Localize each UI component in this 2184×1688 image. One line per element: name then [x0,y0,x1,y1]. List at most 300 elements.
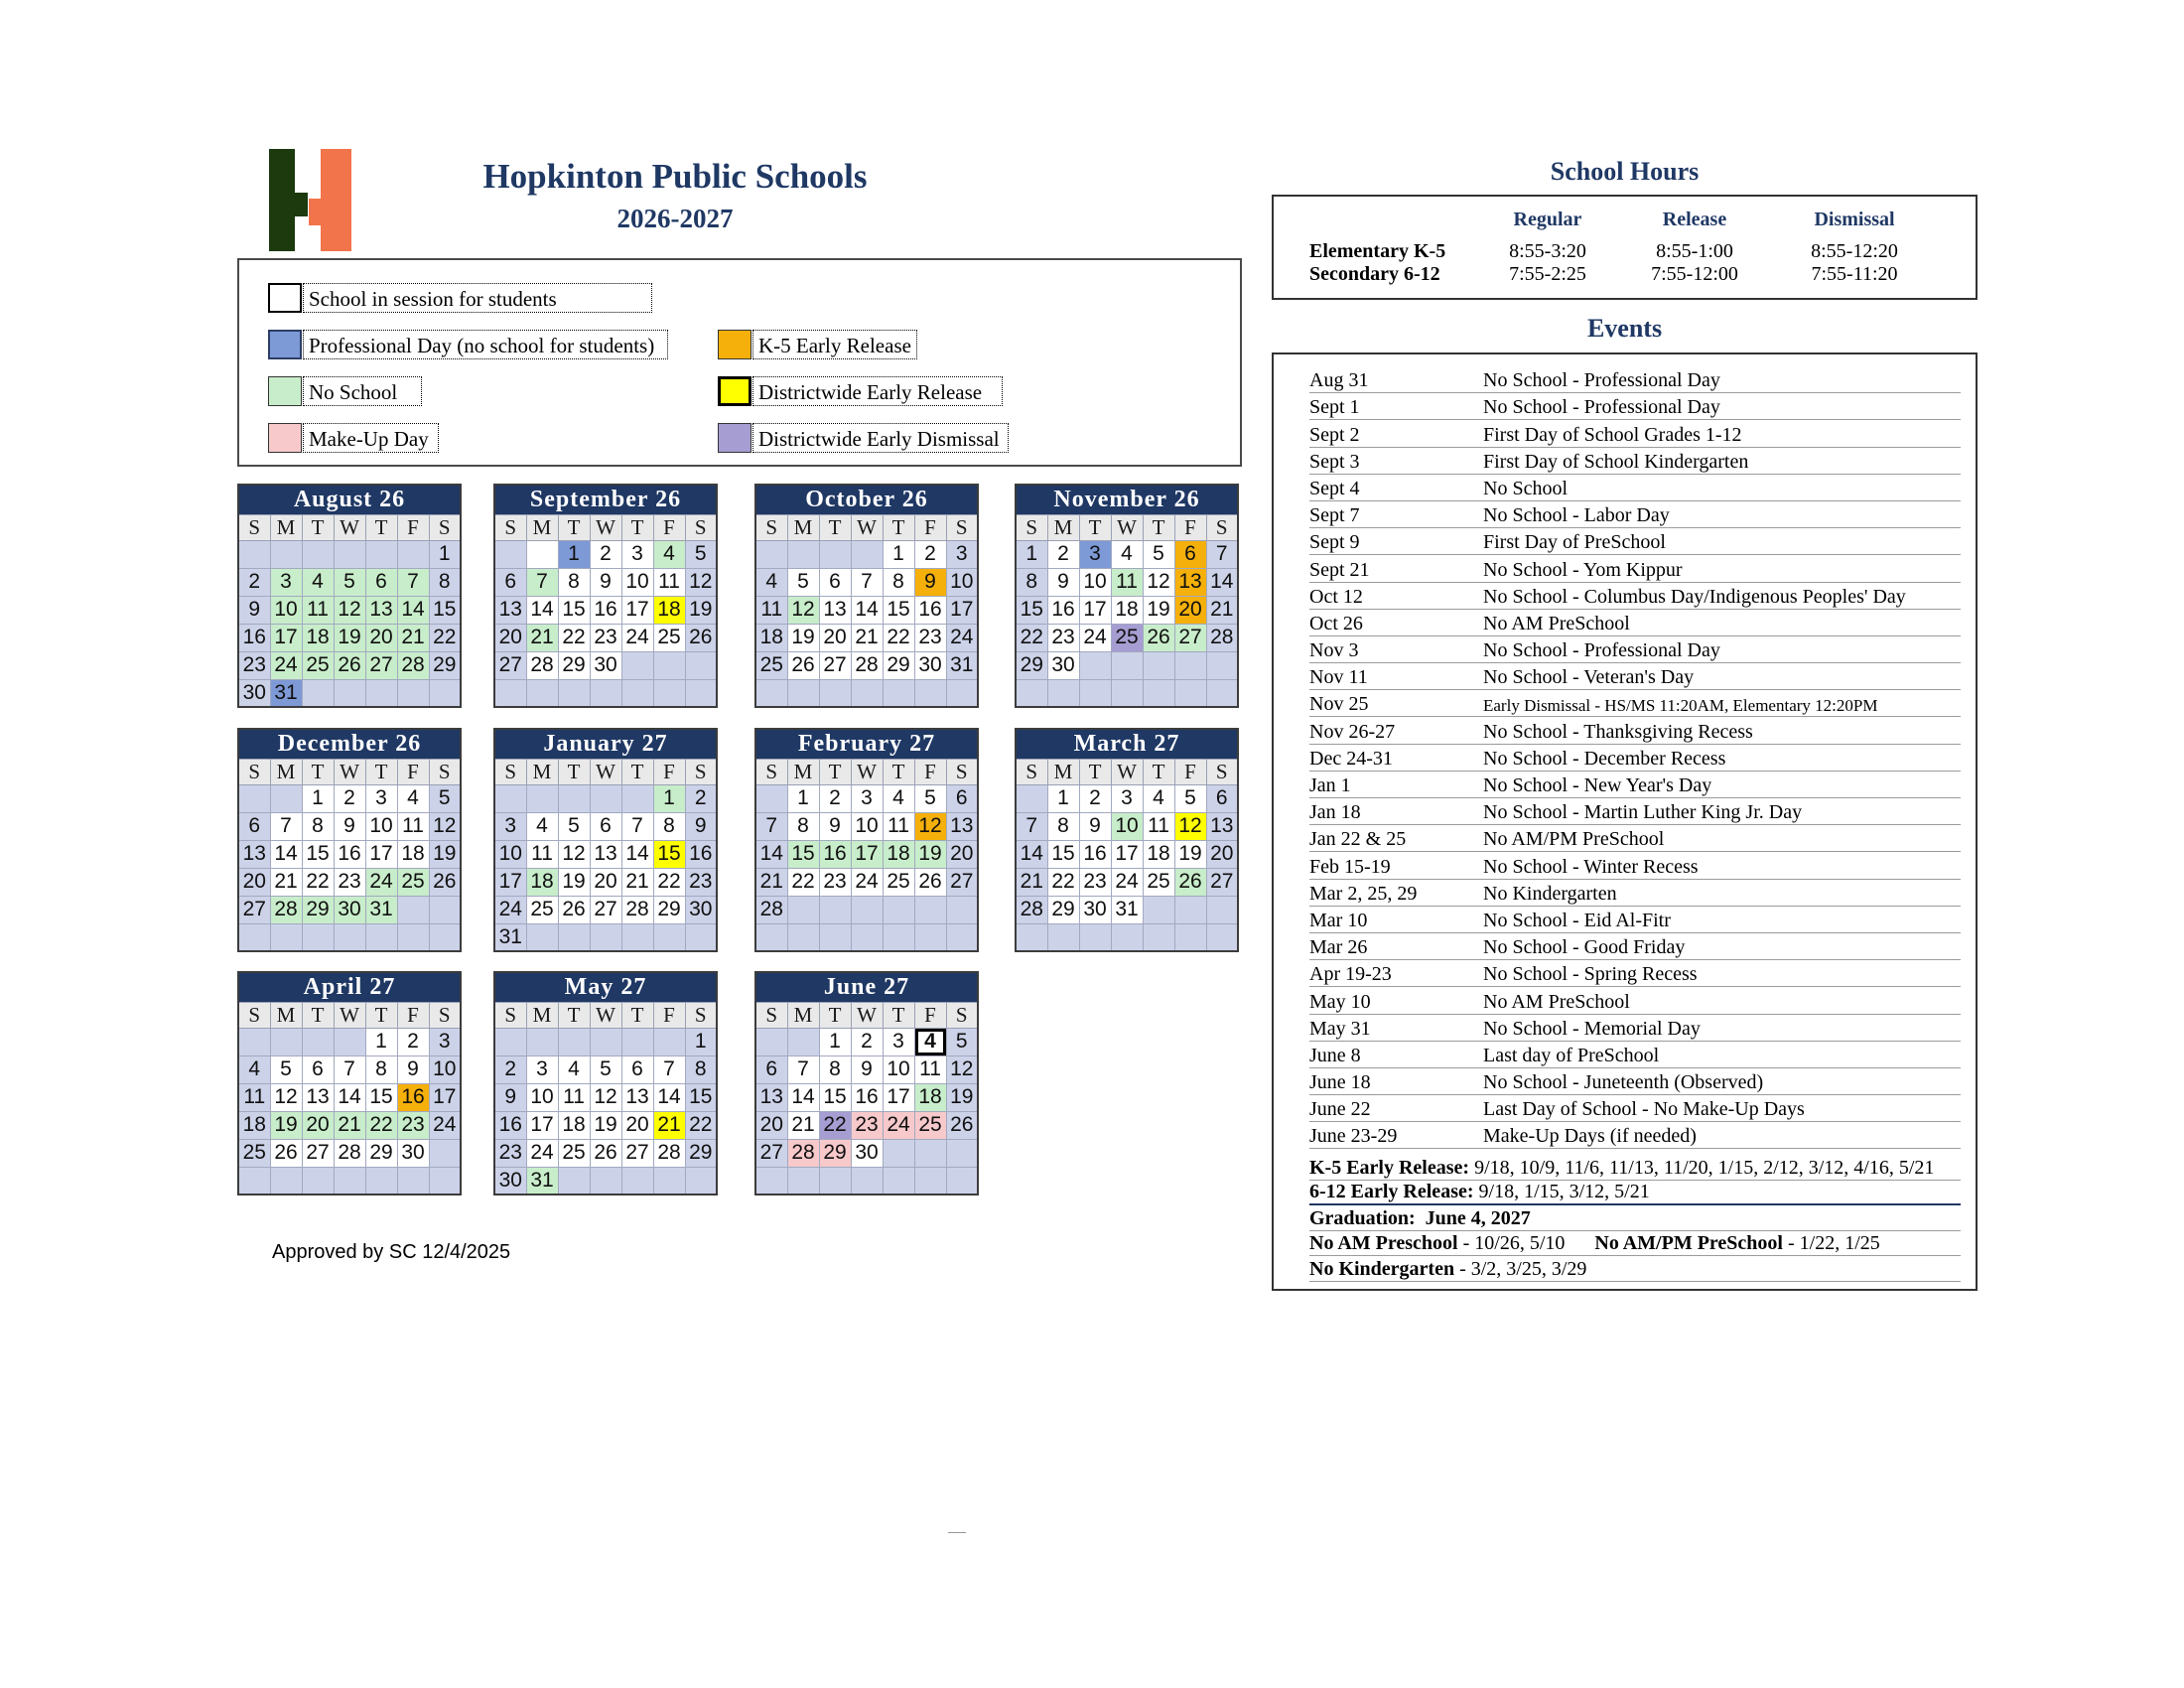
day-cell-16: 16 [1079,840,1111,868]
day-of-week-header: S [429,514,461,540]
day-cell-blank [1016,784,1047,812]
day-cell-2: 2 [819,784,851,812]
day-of-week-header: S [946,759,978,784]
day-cell-11: 11 [302,596,334,624]
day-of-week-header: T [1079,514,1111,540]
event-date: Sept 3 [1309,450,1360,473]
day-cell-blank [787,540,819,568]
day-cell-23: 23 [1047,624,1079,651]
day-cell-31: 31 [526,1167,558,1195]
day-cell-26: 26 [914,868,946,896]
day-cell-31: 31 [946,651,978,679]
day-cell-8: 8 [653,812,685,840]
day-cell-28: 28 [1016,896,1047,923]
day-cell-25: 25 [238,1139,270,1167]
day-cell-3: 3 [946,540,978,568]
day-cell-blank [1143,923,1174,951]
day-cell-blank [429,896,461,923]
day-cell-29: 29 [1047,896,1079,923]
day-cell-blank [914,679,946,707]
event-row [1309,583,1961,610]
event-description: Last Day of School - No Make-Up Days [1483,1098,1805,1121]
logo-orange-bar [321,149,351,251]
day-cell-blank [270,1167,302,1195]
day-of-week-header: F [914,1002,946,1028]
day-cell-5: 5 [270,1055,302,1083]
day-cell-blank [238,540,270,568]
day-cell-13: 13 [1174,568,1206,596]
day-cell-11: 11 [526,840,558,868]
day-cell-10: 10 [526,1083,558,1111]
day-cell-8: 8 [558,568,590,596]
day-cell-blank [1016,679,1047,707]
event-row [1309,987,1961,1014]
event-description: No School - Labor Day [1483,504,1670,527]
day-of-week-header: M [526,1002,558,1028]
day-cell-4: 4 [1143,784,1174,812]
day-cell-blank [1174,923,1206,951]
school-hours-title: School Hours [1550,157,1700,186]
day-of-week-header: F [914,514,946,540]
day-cell-26: 26 [1174,868,1206,896]
day-cell-blank [755,784,787,812]
day-cell-blank [334,679,365,707]
day-cell-4: 4 [653,540,685,568]
month-calendar-january-27 [493,728,718,952]
day-cell-17: 17 [946,596,978,624]
day-cell-10: 10 [270,596,302,624]
footer-note-label: 6-12 Early Release: [1309,1181,1474,1202]
day-of-week-header: S [1016,759,1047,784]
event-date: June 8 [1309,1044,1361,1066]
day-cell-16: 16 [685,840,717,868]
day-cell-5: 5 [914,784,946,812]
day-cell-22: 22 [653,868,685,896]
day-cell-blank [653,679,685,707]
day-cell-26: 26 [590,1139,621,1167]
day-cell-6: 6 [494,568,526,596]
day-of-week-header: T [365,1002,397,1028]
day-cell-28: 28 [851,651,883,679]
event-date: June 23-29 [1309,1125,1398,1148]
day-cell-blank [397,679,429,707]
day-cell-blank [1079,651,1111,679]
day-cell-24: 24 [851,868,883,896]
day-of-week-header: F [1174,514,1206,540]
event-date: Nov 25 [1309,693,1369,716]
day-of-week-header: W [590,1002,621,1028]
day-cell-16: 16 [851,1083,883,1111]
hours-value: 7:55-2:25 [1509,263,1586,285]
day-cell-20: 20 [238,868,270,896]
day-cell-16: 16 [334,840,365,868]
day-cell-blank [851,679,883,707]
day-cell-18: 18 [755,624,787,651]
day-cell-4: 4 [883,784,914,812]
day-cell-7: 7 [1016,812,1047,840]
day-of-week-header: T [365,514,397,540]
day-cell-29: 29 [653,896,685,923]
day-of-week-header: S [755,514,787,540]
day-cell-14: 14 [621,840,653,868]
day-cell-blank [653,923,685,951]
month-calendar-november-26 [1015,484,1239,708]
day-cell-27: 27 [238,896,270,923]
day-cell-18: 18 [558,1111,590,1139]
day-cell-12: 12 [1143,568,1174,596]
school-year-subtitle: 2026-2027 [616,204,734,233]
day-cell-2: 2 [397,1028,429,1055]
day-cell-22: 22 [685,1111,717,1139]
day-cell-22: 22 [883,624,914,651]
event-date: June 22 [1309,1098,1371,1121]
event-date: Nov 3 [1309,639,1359,662]
day-cell-31: 31 [494,923,526,951]
day-cell-blank [946,896,978,923]
day-cell-5: 5 [1143,540,1174,568]
day-cell-7: 7 [755,812,787,840]
day-cell-16: 16 [590,596,621,624]
event-row [1309,475,1961,501]
day-cell-blank [270,1028,302,1055]
day-cell-blank [270,784,302,812]
event-date: May 10 [1309,990,1371,1013]
day-cell-22: 22 [819,1111,851,1139]
month-title: September 26 [494,485,717,514]
day-cell-blank [302,1167,334,1195]
day-cell-26: 26 [787,651,819,679]
day-of-week-header: T [883,759,914,784]
day-cell-8: 8 [1047,812,1079,840]
day-cell-11: 11 [1111,568,1143,596]
day-cell-9: 9 [914,568,946,596]
day-cell-28: 28 [334,1139,365,1167]
day-cell-3: 3 [365,784,397,812]
event-description: Last day of PreSchool [1483,1044,1660,1066]
month-calendar-april-27 [237,971,462,1196]
day-cell-11: 11 [755,596,787,624]
footer-note-dates: 9/18, 1/15, 3/12, 5/21 [1473,1181,1650,1202]
day-cell-17: 17 [851,840,883,868]
day-cell-blank [334,923,365,951]
day-cell-blank [819,540,851,568]
day-cell-1: 1 [429,540,461,568]
day-cell-6: 6 [590,812,621,840]
event-date: Apr 19-23 [1309,963,1392,986]
event-description: First Day of PreSchool [1483,531,1666,554]
event-description: No School - Spring Recess [1483,963,1698,986]
day-cell-blank [883,896,914,923]
event-date: Dec 24-31 [1309,747,1393,770]
day-cell-5: 5 [590,1055,621,1083]
day-cell-16: 16 [494,1111,526,1139]
day-cell-14: 14 [851,596,883,624]
event-row [1309,610,1961,636]
day-cell-blank [851,1167,883,1195]
event-row [1309,907,1961,933]
event-description: Make-Up Days (if needed) [1483,1125,1697,1148]
day-cell-19: 19 [914,840,946,868]
day-cell-14: 14 [1206,568,1238,596]
day-cell-blank [397,923,429,951]
day-cell-blank [946,1167,978,1195]
day-cell-blank [1206,651,1238,679]
legend-label: Districtwide Early Dismissal [752,423,1009,453]
day-cell-14: 14 [1016,840,1047,868]
day-cell-25: 25 [883,868,914,896]
day-cell-21: 21 [787,1111,819,1139]
school-logo-h-icon [269,149,362,251]
day-cell-19: 19 [685,596,717,624]
day-cell-13: 13 [755,1083,787,1111]
day-cell-28: 28 [787,1139,819,1167]
day-cell-20: 20 [365,624,397,651]
event-date: Sept 4 [1309,477,1360,499]
day-cell-25: 25 [526,896,558,923]
day-cell-5: 5 [1174,784,1206,812]
day-cell-29: 29 [1016,651,1047,679]
day-of-week-header: W [1111,759,1143,784]
day-of-week-header: S [1206,514,1238,540]
day-cell-blank [558,1167,590,1195]
day-cell-10: 10 [946,568,978,596]
day-cell-blank [1143,896,1174,923]
day-cell-blank [270,923,302,951]
day-cell-21: 21 [1016,868,1047,896]
day-cell-26: 26 [558,896,590,923]
legend-label: School in session for students [303,283,652,313]
day-of-week-header: T [819,759,851,784]
day-cell-blank [1079,679,1111,707]
day-cell-6: 6 [621,1055,653,1083]
day-cell-1: 1 [365,1028,397,1055]
day-cell-23: 23 [1079,868,1111,896]
month-title: October 26 [755,485,978,514]
day-cell-blank [494,1028,526,1055]
hours-column-header: Regular [1513,209,1582,230]
day-cell-blank [429,923,461,951]
footer-note-dates: 9/18, 10/9, 11/6, 11/13, 11/20, 1/15, 2/12, 3/12, 4/16, 5/21 [1469,1156,1935,1179]
day-cell-3: 3 [851,784,883,812]
day-cell-blank [1079,923,1111,951]
day-cell-1: 1 [1016,540,1047,568]
day-cell-27: 27 [819,651,851,679]
day-of-week-header: S [685,759,717,784]
day-of-week-header: S [238,759,270,784]
day-of-week-header: T [558,1002,590,1028]
day-cell-17: 17 [883,1083,914,1111]
day-cell-23: 23 [590,624,621,651]
day-cell-17: 17 [1111,840,1143,868]
day-cell-30: 30 [914,651,946,679]
day-cell-31: 31 [1111,896,1143,923]
day-cell-24: 24 [429,1111,461,1139]
day-cell-25: 25 [302,651,334,679]
day-cell-31: 31 [365,896,397,923]
day-cell-blank [302,923,334,951]
day-cell-22: 22 [302,868,334,896]
hours-value: 7:55-11:20 [1811,263,1898,285]
day-cell-blank [365,923,397,951]
event-date: Mar 10 [1309,909,1368,931]
day-cell-23: 23 [494,1139,526,1167]
day-cell-7: 7 [621,812,653,840]
day-of-week-header: W [1111,514,1143,540]
day-cell-blank [914,923,946,951]
day-cell-4: 4 [755,568,787,596]
day-cell-18: 18 [653,596,685,624]
day-cell-7: 7 [270,812,302,840]
day-cell-13: 13 [238,840,270,868]
day-cell-blank [238,1028,270,1055]
event-row [1309,663,1961,690]
day-of-week-header: S [1206,759,1238,784]
legend-label: Professional Day (no school for students) [303,330,668,359]
month-title: January 27 [494,729,717,759]
event-description: No School - Memorial Day [1483,1017,1701,1040]
day-cell-blank [755,923,787,951]
day-cell-blank [787,923,819,951]
event-date: Sept 21 [1309,558,1370,581]
hours-row-label: Secondary 6-12 [1309,263,1440,285]
day-cell-blank [526,1028,558,1055]
day-cell-13: 13 [365,596,397,624]
day-cell-blank [590,679,621,707]
day-cell-6: 6 [238,812,270,840]
day-cell-23: 23 [397,1111,429,1139]
day-cell-24: 24 [1111,868,1143,896]
day-cell-14: 14 [334,1083,365,1111]
event-row [1309,1122,1961,1149]
day-of-week-header: W [334,1002,365,1028]
day-cell-blank [365,1167,397,1195]
day-cell-19: 19 [558,868,590,896]
day-cell-12: 12 [914,812,946,840]
event-row [1309,933,1961,960]
day-cell-1: 1 [558,540,590,568]
day-cell-6: 6 [365,568,397,596]
day-cell-4: 4 [1111,540,1143,568]
day-cell-24: 24 [365,868,397,896]
day-cell-blank [1206,896,1238,923]
day-of-week-header: T [883,1002,914,1028]
footer-note-label: No AM Preschool [1309,1232,1458,1254]
day-cell-18: 18 [397,840,429,868]
month-title: November 26 [1016,485,1238,514]
day-cell-blank [334,1167,365,1195]
month-calendar-may-27 [493,971,718,1196]
day-cell-blank [1174,651,1206,679]
day-cell-15: 15 [819,1083,851,1111]
event-date: June 18 [1309,1071,1371,1094]
day-cell-13: 13 [590,840,621,868]
day-cell-26: 26 [270,1139,302,1167]
day-cell-19: 19 [787,624,819,651]
day-cell-8: 8 [365,1055,397,1083]
day-cell-13: 13 [819,596,851,624]
event-description: No School - Thanksgiving Recess [1483,720,1753,743]
day-cell-blank [526,679,558,707]
day-cell-11: 11 [1143,812,1174,840]
day-cell-15: 15 [685,1083,717,1111]
day-cell-19: 19 [1174,840,1206,868]
month-title: February 27 [755,729,978,759]
day-cell-2: 2 [494,1055,526,1083]
day-cell-blank [755,1167,787,1195]
day-cell-blank [621,651,653,679]
day-cell-blank [558,679,590,707]
event-row [1309,448,1961,475]
event-row [1309,366,1961,393]
event-description: No Kindergarten [1483,882,1617,905]
day-cell-blank [1016,923,1047,951]
legend-swatch-er [718,376,751,406]
day-cell-29: 29 [365,1139,397,1167]
day-cell-blank [787,896,819,923]
day-cell-blank [755,679,787,707]
day-cell-13: 13 [621,1083,653,1111]
legend-swatch-pd [268,330,302,359]
day-cell-3: 3 [429,1028,461,1055]
day-cell-2: 2 [1079,784,1111,812]
day-cell-12: 12 [787,596,819,624]
event-description: No School - Professional Day [1483,639,1720,662]
day-cell-11: 11 [914,1055,946,1083]
day-of-week-header: T [621,759,653,784]
day-cell-16: 16 [819,840,851,868]
day-cell-26: 26 [685,624,717,651]
hours-column-header: Release [1662,209,1727,230]
events-title: Events [1586,314,1663,343]
page-break-dash: — [948,1521,966,1541]
day-cell-blank [1174,896,1206,923]
day-cell-blank [914,896,946,923]
day-cell-15: 15 [1016,596,1047,624]
day-cell-17: 17 [1079,596,1111,624]
day-cell-10: 10 [883,1055,914,1083]
day-cell-20: 20 [1174,596,1206,624]
day-cell-7: 7 [653,1055,685,1083]
day-of-week-header: S [755,1002,787,1028]
day-cell-14: 14 [397,596,429,624]
day-cell-30: 30 [238,679,270,707]
day-cell-27: 27 [494,651,526,679]
day-cell-blank [621,1028,653,1055]
day-cell-15: 15 [429,596,461,624]
day-cell-10: 10 [494,840,526,868]
day-cell-28: 28 [621,896,653,923]
day-cell-6: 6 [819,568,851,596]
day-cell-3: 3 [1079,540,1111,568]
day-cell-blank [334,540,365,568]
event-description: No School - Yom Kippur [1483,558,1683,581]
footer-note-line [1309,1205,1961,1231]
day-cell-9: 9 [819,812,851,840]
day-cell-16: 16 [1047,596,1079,624]
day-of-week-header: M [270,759,302,784]
event-description: No School - New Year's Day [1483,774,1712,796]
day-cell-16: 16 [914,596,946,624]
day-cell-21: 21 [621,868,653,896]
day-cell-6: 6 [755,1055,787,1083]
day-cell-30: 30 [494,1167,526,1195]
day-of-week-header: T [1143,514,1174,540]
day-cell-19: 19 [334,624,365,651]
day-of-week-header: T [365,759,397,784]
month-title: December 26 [238,729,461,759]
day-cell-20: 20 [590,868,621,896]
day-of-week-header: T [558,514,590,540]
